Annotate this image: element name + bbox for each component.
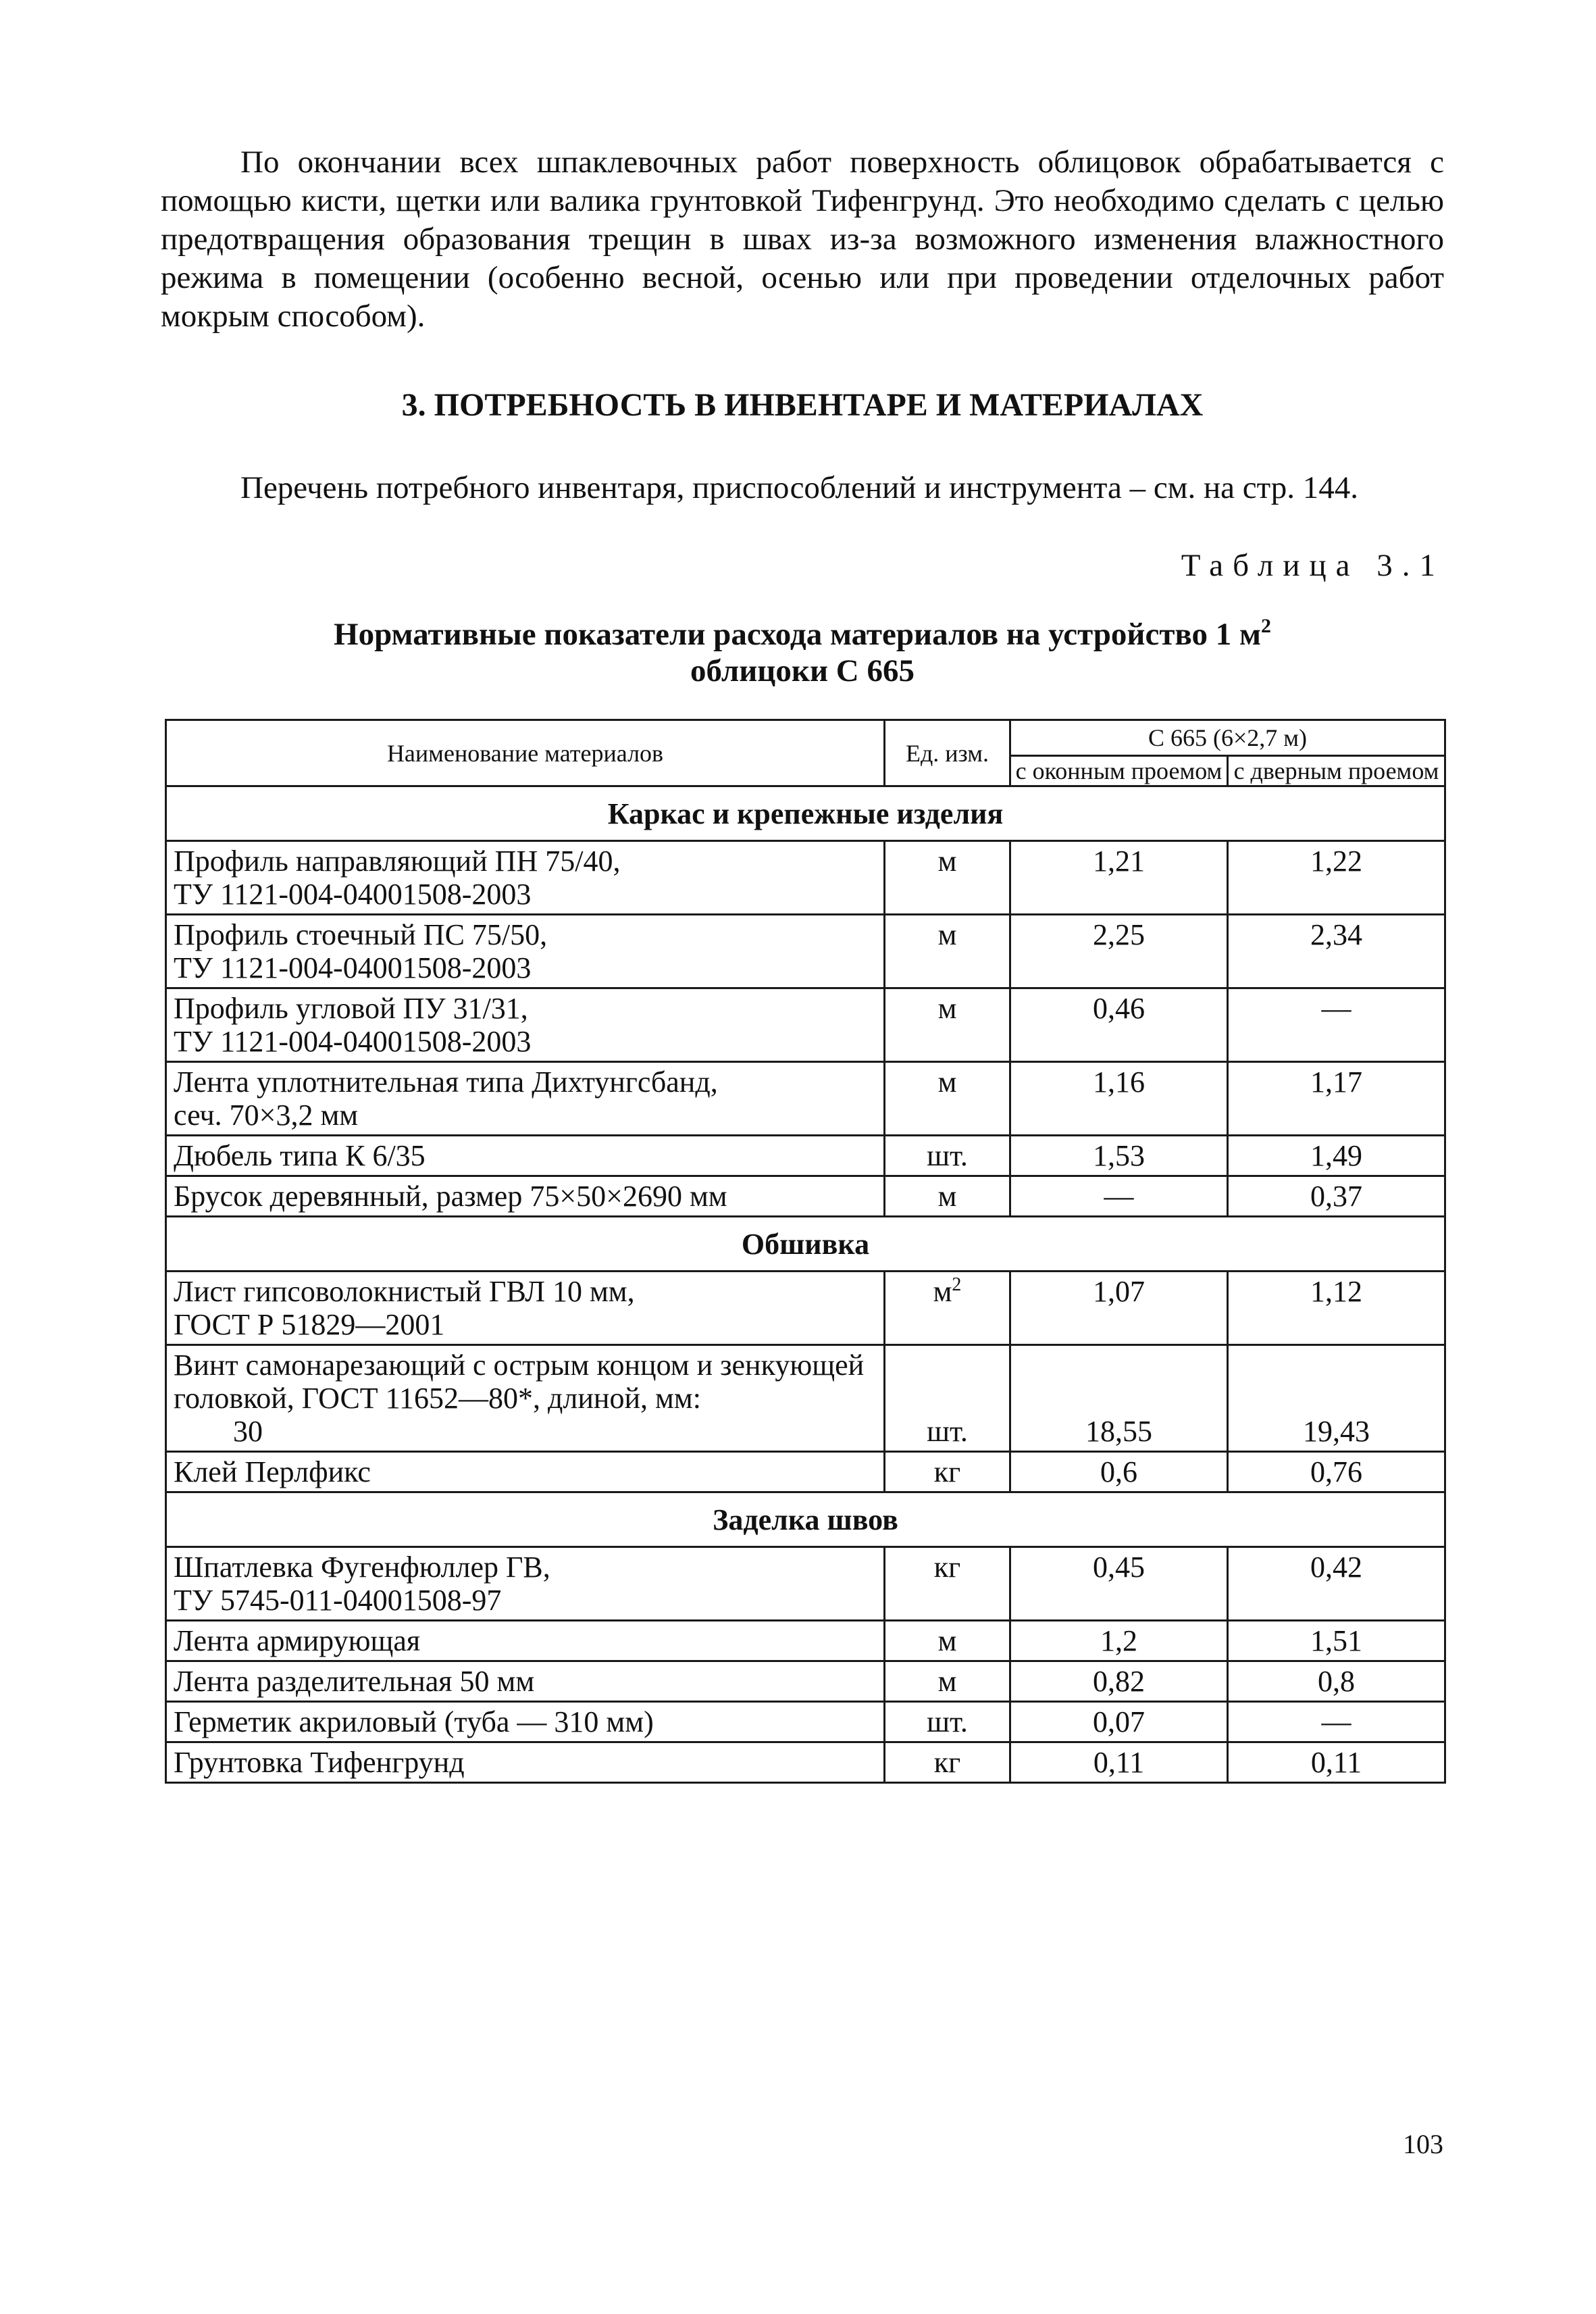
header-name: Наименование материалов: [166, 720, 885, 786]
material-name: Шпатлевка Фугенфюллер ГВ, ТУ 5745-011-04001508-97: [166, 1547, 885, 1621]
unit-cell: $м^2$: [885, 1272, 1010, 1345]
window-value: 0,82: [1010, 1661, 1228, 1702]
page-number: 103: [1403, 2129, 1443, 2159]
table-row: [166, 1176, 1445, 1217]
section-row: [166, 786, 1445, 841]
section-title: 3. ПОТРЕБНОСТЬ В ИНВЕНТАРЕ И МАТЕРИАЛАХ: [401, 387, 1204, 423]
window-value: 0,11: [1010, 1742, 1228, 1783]
door-value: —: [1228, 1702, 1445, 1742]
table-row: [166, 915, 1445, 988]
window-value: 18,55: [1010, 1345, 1228, 1452]
material-name: Дюбель типа К 6/35: [166, 1136, 885, 1176]
table-row: [166, 1136, 1445, 1176]
unit-cell: м: [885, 988, 1010, 1062]
door-value: 0,76: [1228, 1452, 1445, 1492]
window-value: —: [1010, 1176, 1228, 1217]
window-value: 1,16: [1010, 1062, 1228, 1136]
unit-cell: шт.: [885, 1345, 1010, 1452]
door-value: 19,43: [1228, 1345, 1445, 1452]
material-name: Брусок деревянный, размер 75×50×2690 мм: [166, 1176, 885, 1217]
door-value: 1,51: [1228, 1621, 1445, 1661]
table-title-sup: 2: [1260, 615, 1271, 637]
window-value: 1,53: [1010, 1136, 1228, 1176]
window-value: 2,25: [1010, 915, 1228, 988]
table-row: [166, 1345, 1445, 1452]
unit-cell: м: [885, 841, 1010, 915]
material-name: Лента разделительная 50 мм: [166, 1661, 885, 1702]
window-value: 0,45: [1010, 1547, 1228, 1621]
materials-table: [165, 719, 1446, 1784]
door-value: 1,49: [1228, 1136, 1445, 1176]
reference-text: Перечень потребного инвентаря, приспособлений и инструмента – см. на стр. 144.: [240, 470, 1358, 505]
material-name: Профиль направляющий ПН 75/40, ТУ 1121-004-04001508-2003: [166, 841, 885, 915]
unit-cell: м: [885, 1621, 1010, 1661]
section-row: [166, 1492, 1445, 1547]
door-value: 1,12: [1228, 1272, 1445, 1345]
table-row: [166, 1621, 1445, 1661]
table-row: [166, 988, 1445, 1062]
material-name: Профиль угловой ПУ 31/31, ТУ 1121-004-04001508-2003: [166, 988, 885, 1062]
unit-cell: м: [885, 1062, 1010, 1136]
door-value: 0,37: [1228, 1176, 1445, 1217]
material-name: Лента армирующая: [166, 1621, 885, 1661]
door-value: 0,8: [1228, 1661, 1445, 1702]
table-title-line1: Нормативные показатели расхода материалов на устройство 1 м: [334, 617, 1261, 652]
unit-cell: кг: [885, 1742, 1010, 1783]
door-value: 1,22: [1228, 841, 1445, 915]
table-row: [166, 841, 1445, 915]
door-value: 0,42: [1228, 1547, 1445, 1621]
table-label: Таблица 3.1: [1181, 548, 1445, 583]
window-value: 0,46: [1010, 988, 1228, 1062]
unit-cell: кг: [885, 1452, 1010, 1492]
material-name: Клей Перлфикс: [166, 1452, 885, 1492]
material-name: Грунтовка Тифенгрунд: [166, 1742, 885, 1783]
window-value: 0,6: [1010, 1452, 1228, 1492]
intro-paragraph: По окончании всех шпаклевочных работ поверхность облицовок обрабатывается с помощью кисти, щетки или валика грунтовкой Тифенгрунд. Это необходимо сделать с целью предотвращения образования трещин в швах из-за возможного изменения влажностного режима в помещении (особенно весной, осенью или при проведении отделочных работ мокрым способом).: [161, 145, 1444, 334]
table-row: [166, 1661, 1445, 1702]
material-name: Лента уплотнительная типа Дихтунгсбанд, сеч. 70×3,2 мм: [166, 1062, 885, 1136]
material-name: Винт самонарезающий с острым концом и зенкующей головкой, ГОСТ 11652—80*, длиной, мм: 30: [166, 1345, 885, 1452]
section-title-cell: Заделка швов: [166, 1492, 1445, 1547]
window-value: 1,21: [1010, 841, 1228, 915]
material-name: Профиль стоечный ПС 75/50, ТУ 1121-004-04001508-2003: [166, 915, 885, 988]
unit-cell: м: [885, 1661, 1010, 1702]
section-title-cell: Каркас и крепежные изделия: [166, 786, 1445, 841]
unit-cell: шт.: [885, 1136, 1010, 1176]
section-row: [166, 1217, 1445, 1272]
door-value: 0,11: [1228, 1742, 1445, 1783]
table-header-row: [166, 720, 1445, 756]
unit-cell: м: [885, 1176, 1010, 1217]
table-title-line2: облицоки С 665: [690, 653, 915, 688]
table-row: [166, 1742, 1445, 1783]
unit-cell: кг: [885, 1547, 1010, 1621]
table-row: [166, 1062, 1445, 1136]
door-value: 2,34: [1228, 915, 1445, 988]
table-row: [166, 1702, 1445, 1742]
section-title-cell: Обшивка: [166, 1217, 1445, 1272]
header-unit: Ед. изм.: [885, 720, 1010, 786]
material-name: Лист гипсоволокнистый ГВЛ 10 мм, ГОСТ Р 51829—2001: [166, 1272, 885, 1345]
window-value: 1,2: [1010, 1621, 1228, 1661]
unit-cell: м: [885, 915, 1010, 988]
material-name: Герметик акриловый (туба — 310 мм): [166, 1702, 885, 1742]
table-title: [161, 616, 1444, 689]
header-door: с дверным проемом: [1228, 756, 1445, 786]
window-value: 0,07: [1010, 1702, 1228, 1742]
door-value: —: [1228, 988, 1445, 1062]
header-window: с оконным проемом: [1010, 756, 1228, 786]
door-value: 1,17: [1228, 1062, 1445, 1136]
table-row: [166, 1452, 1445, 1492]
window-value: 1,07: [1010, 1272, 1228, 1345]
header-group: С 665 (6×2,7 м): [1010, 720, 1445, 756]
table-row: [166, 1272, 1445, 1345]
table-row: [166, 1547, 1445, 1621]
unit-cell: шт.: [885, 1702, 1010, 1742]
